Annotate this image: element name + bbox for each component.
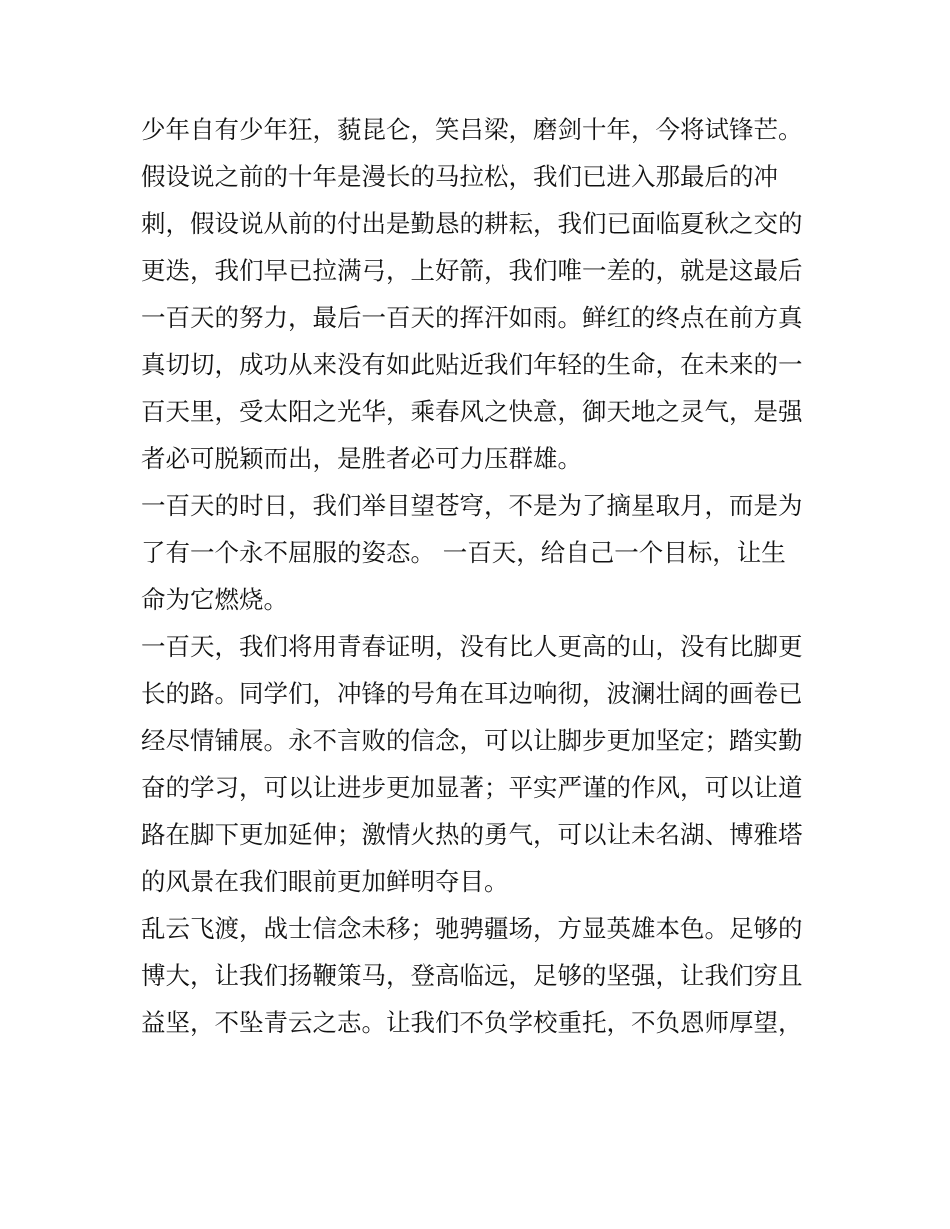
document-body — [141, 106, 821, 1046]
text-line: 一百天的时日，我们举目望苍穹，不是为了摘星取月，而是为 — [141, 491, 803, 520]
text-line: 长的路。同学们，冲锋的号角在耳边响彻，波澜壮阔的画卷已 — [141, 679, 803, 708]
text-line: 者必可脱颖而出，是胜者必可力压群雄。 — [141, 444, 582, 473]
paragraph-4 — [141, 623, 821, 905]
paragraph-1 — [141, 106, 821, 153]
text-line: 少年自有少年狂，藐昆仑，笑吕梁，磨剑十年，今将试锋芒。 — [141, 115, 803, 144]
text-line: 真切切，成功从来没有如此贴近我们年轻的生命，在未来的一 — [141, 350, 803, 379]
text-line: 更迭，我们早已拉满弓，上好箭，我们唯一差的，就是这最后 — [141, 256, 803, 285]
text-line: 命为它燃烧。 — [141, 585, 288, 614]
text-line: 刺，假设说从前的付出是勤恳的耕耘，我们已面临夏秋之交的 — [141, 209, 803, 238]
paragraph-5 — [141, 905, 821, 1046]
text-line: 的风景在我们眼前更加鲜明夺目。 — [141, 867, 509, 896]
text-line: 益坚，不坠青云之志。让我们不负学校重托，不负恩师厚望， — [141, 1008, 803, 1037]
text-line: 一百天的努力，最后一百天的挥汗如雨。鲜红的终点在前方真 — [141, 303, 803, 332]
text-line: 一百天，我们将用青春证明，没有比人更高的山，没有比脚更 — [141, 632, 803, 661]
paragraph-3 — [141, 482, 821, 623]
text-line: 经尽情铺展。永不言败的信念，可以让脚步更加坚定；踏实勤 — [141, 726, 803, 755]
text-line: 奋的学习，可以让进步更加显著；平实严谨的作风，可以让道 — [141, 773, 803, 802]
text-line: 乱云飞渡，战士信念未移；驰骋疆场，方显英雄本色。足够的 — [141, 914, 803, 943]
text-line: 假设说之前的十年是漫长的马拉松，我们已进入那最后的冲 — [141, 162, 778, 191]
text-line: 百天里，受太阳之光华，乘春风之快意，御天地之灵气，是强 — [141, 397, 803, 426]
text-line: 了有一个永不屈服的姿态。 一百天，给自己一个目标，让生 — [141, 538, 786, 567]
paragraph-2 — [141, 153, 821, 482]
text-line: 博大，让我们扬鞭策马，登高临远，足够的坚强，让我们穷且 — [141, 961, 803, 990]
text-line: 路在脚下更加延伸；激情火热的勇气，可以让未名湖、博雅塔 — [141, 820, 803, 849]
